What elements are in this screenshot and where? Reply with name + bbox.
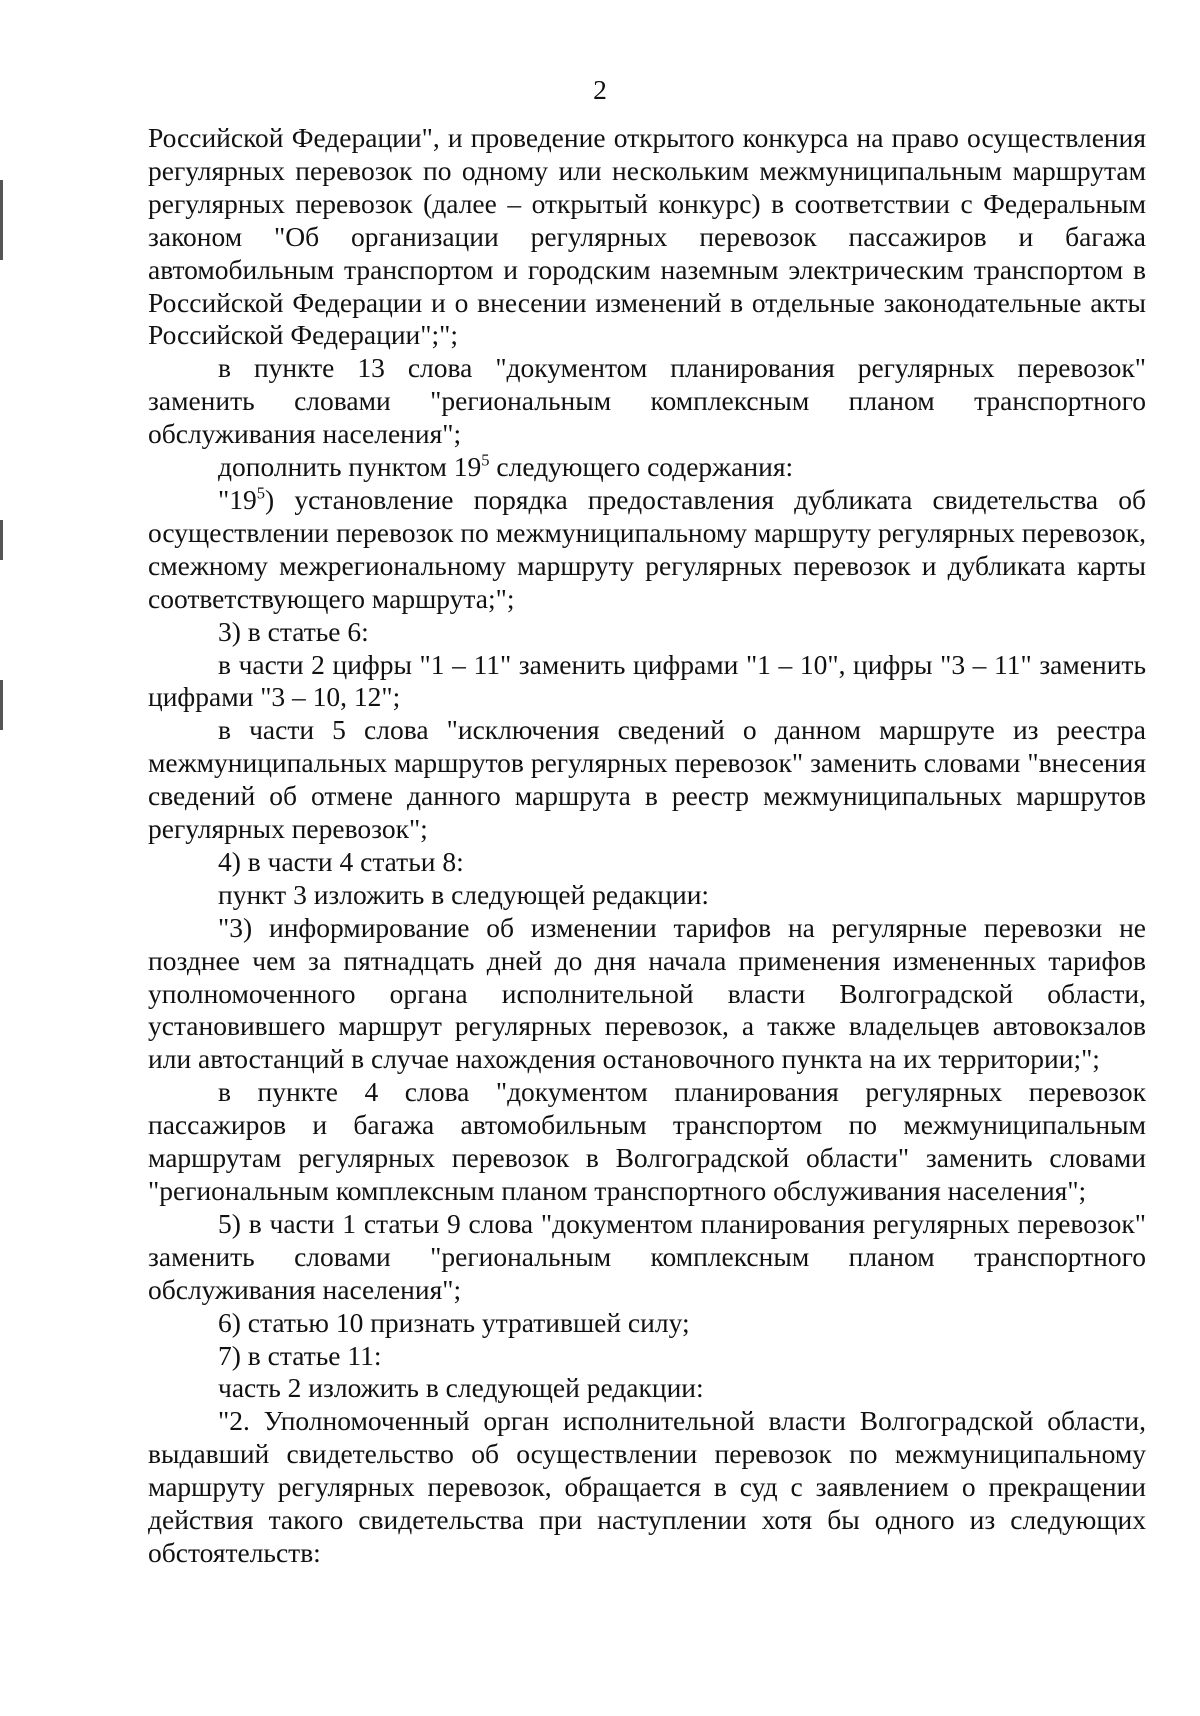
scan-edge-mark: [0, 180, 3, 260]
paragraph-text: ) установление порядка предоставления дубликата свидетельства об осуществлении перевозок по межмуниципальному маршруту регулярных перевозок, смежному межрегиональному маршруту регулярных перевозок и дубликата карты соответствующего маршрута;";: [148, 483, 1146, 614]
paragraph: "2. Уполномоченный орган исполнительной власти Волгоградской области, выдавший свидетельство об осуществлении перевозок по межмуниципальному маршруту регулярных перевозок, обращается в суд с заявлением о прекращении действия такого свидетельства при наступлении хотя бы одного из следующих обстоятельств:: [148, 1405, 1146, 1568]
page-number: 2: [593, 74, 607, 105]
paragraph: в части 2 цифры "1 – 11" заменить цифрами "1 – 10", цифры "3 – 11" заменить цифрами "3 – 10, 12";: [148, 648, 1146, 713]
paragraph-text: следующего содержания:: [489, 451, 794, 483]
paragraph: [148, 451, 1146, 484]
paragraph: 7) в статье 11:: [218, 1339, 382, 1371]
document-body: [148, 122, 1146, 1570]
paragraph: [148, 484, 1146, 616]
superscript: 5: [256, 483, 265, 503]
paragraph: в части 5 слова "исключения сведений о данном маршруте из реестра межмуниципальных маршрутов регулярных перевозок" заменить словами "внесения сведений об отмене данного маршрута в реестр межмуниципальных маршрутов регулярных перевозок";: [148, 714, 1146, 845]
scan-edge-mark: [0, 520, 3, 560]
paragraph: пункт 3 изложить в следующей редакции:: [218, 878, 710, 910]
superscript: 5: [481, 450, 490, 470]
paragraph-text: дополнить пунктом 19: [218, 451, 482, 483]
paragraph: в пункте 4 слова "документом планирования регулярных перевозок пассажиров и багажа автомобильным транспортом по межмуниципальным маршрутам регулярных перевозок в Волгоградской области" заменить словами "региональным комплексным планом транспортного обслуживания населения";: [148, 1076, 1146, 1206]
paragraph: часть 2 изложить в следующей редакции:: [218, 1372, 704, 1404]
paragraph-text: "19: [218, 483, 257, 515]
scan-edge-mark: [0, 680, 3, 730]
paragraph: 5) в части 1 статьи 9 слова "документом планирования регулярных перевозок" заменить словами "региональным комплексным планом транспортного обслуживания населения";: [148, 1207, 1146, 1305]
paragraph: 6) статью 10 признать утратившей силу;: [218, 1306, 690, 1338]
paragraph: в пункте 13 слова "документом планирования регулярных перевозок" заменить словами "региональным комплексным планом транспортного обслуживания населения";: [148, 352, 1146, 450]
paragraph: 3) в статье 6:: [218, 615, 369, 647]
paragraph: 4) в части 4 статьи 8:: [218, 845, 464, 877]
paragraph: "3) информирование об изменении тарифов на регулярные перевозки не позднее чем за пятнадцать дней до дня начала применения измененных тарифов уполномоченного органа исполнительной власти Волгоградской области, установившего маршрут регулярных перевозок, а также владельцев автовокзалов или автостанций в случае нахождения остановочного пункта на их территории;";: [148, 911, 1146, 1075]
paragraph: Российской Федерации", и проведение открытого конкурса на право осуществления регулярных перевозок по одному или нескольким межмуниципальным маршрутам регулярных перевозок (далее – открытый конкурс) в соответствии с Федеральным законом "Об организации регулярных перевозок пассажиров и багажа автомобильным транспортом и городским наземным электрическим транспортом в Российской Федерации и о внесении изменений в отдельные законодательные акты Российской Федерации";";: [148, 122, 1146, 351]
